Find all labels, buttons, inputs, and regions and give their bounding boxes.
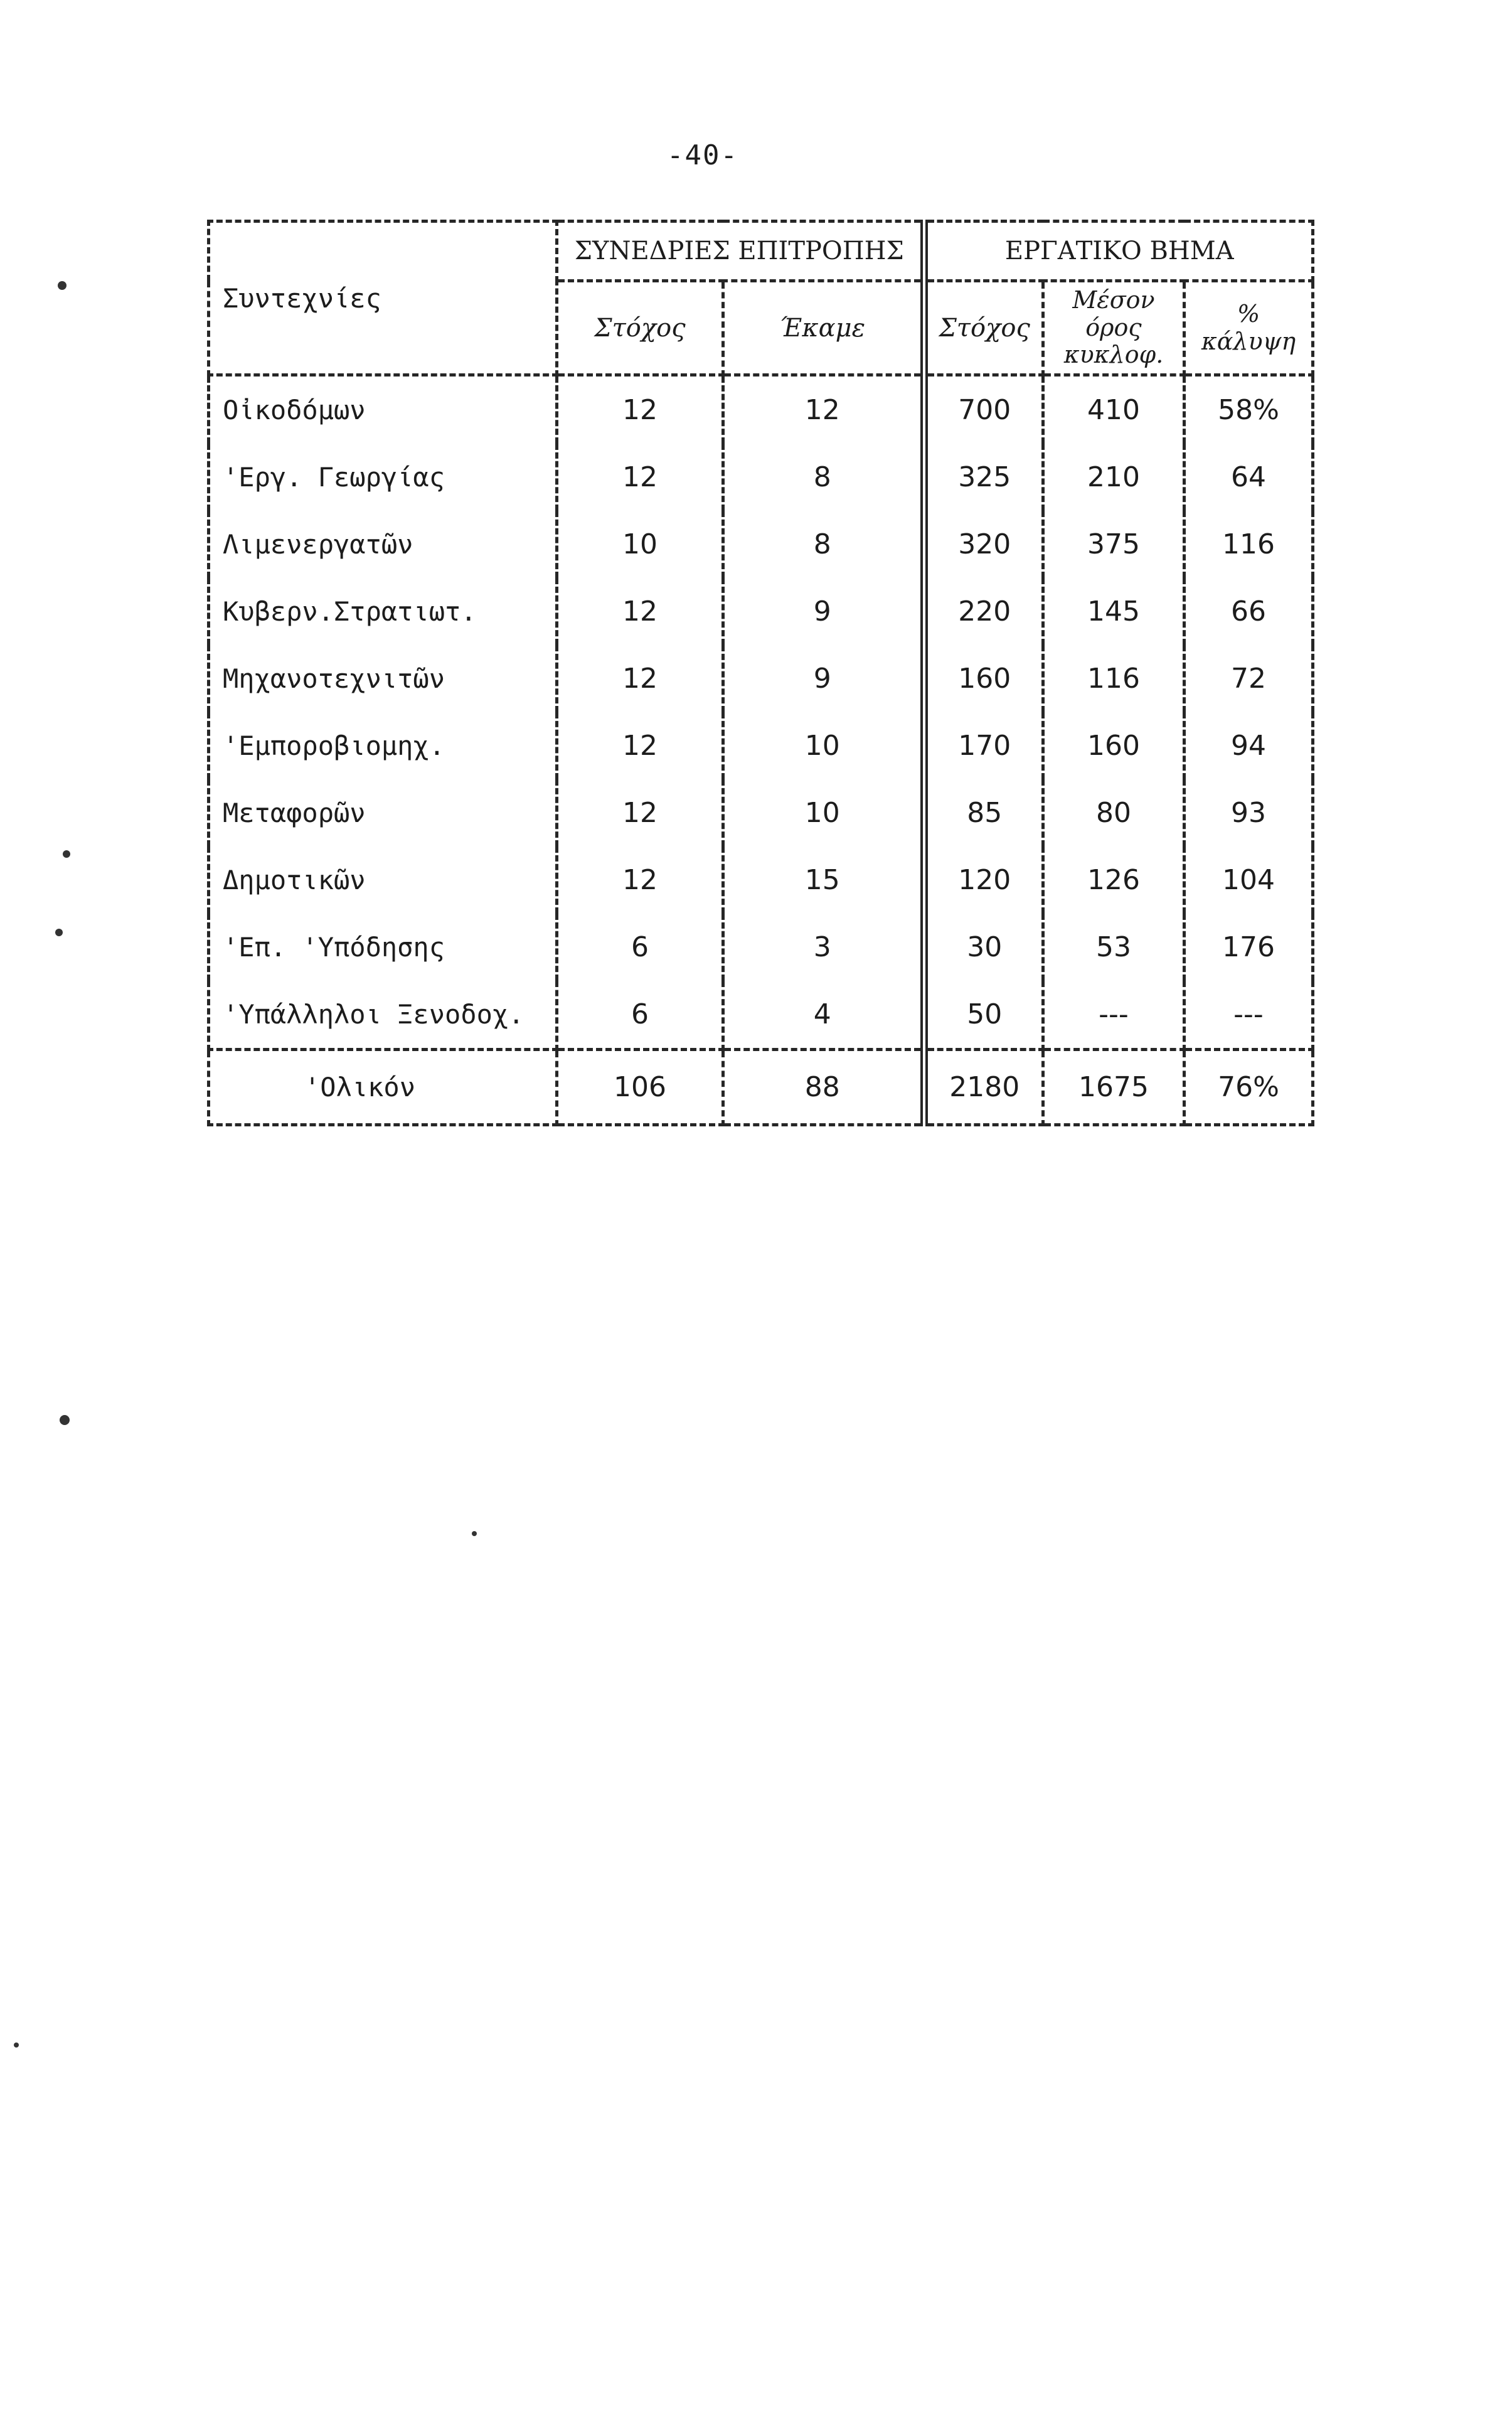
committee-done: 9 <box>723 578 924 645</box>
committee-done: 8 <box>723 444 924 511</box>
table-row <box>209 779 1313 846</box>
scan-speck <box>14 2043 19 2048</box>
tribune-target: 160 <box>924 645 1043 712</box>
committee-done: 10 <box>723 712 924 779</box>
scan-speck <box>60 1415 70 1425</box>
union-statistics-table <box>207 220 1314 1126</box>
column-header-tribune-target: Στόχος <box>924 281 1043 375</box>
coverage-percent: --- <box>1185 981 1313 1050</box>
average-circulation: --- <box>1043 981 1185 1050</box>
coverage-percent: 72 <box>1185 645 1313 712</box>
union-name: Οἰκοδόμων <box>209 375 557 444</box>
group-header-workers-tribune: ΕΡΓΑΤΙΚΟ ΒΗΜΑ <box>924 222 1313 281</box>
total-committee-target: 106 <box>557 1049 723 1124</box>
average-circulation: 410 <box>1043 375 1185 444</box>
column-header-target: Στόχος <box>557 281 723 375</box>
committee-target: 6 <box>557 981 723 1050</box>
union-name: 'Εργ. Γεωργίας <box>209 444 557 511</box>
column-header-unions: Συντεχνίες <box>209 222 557 375</box>
table-row <box>209 511 1313 578</box>
scan-speck <box>63 850 70 858</box>
table-row <box>209 914 1313 981</box>
coverage-percent: 104 <box>1185 846 1313 914</box>
tribune-target: 325 <box>924 444 1043 511</box>
union-name: 'Υπάλληλοι Ξενοδοχ. <box>209 981 557 1050</box>
committee-target: 12 <box>557 712 723 779</box>
committee-target: 12 <box>557 578 723 645</box>
tribune-target: 85 <box>924 779 1043 846</box>
committee-done: 9 <box>723 645 924 712</box>
total-average-circulation: 1675 <box>1043 1049 1185 1124</box>
group-header-committee-meetings: ΣΥΝΕΔΡΙΕΣ ΕΠΙΤΡΟΠΗΣ <box>557 222 924 281</box>
column-header-coverage: % κάλυψη <box>1185 281 1313 375</box>
union-name: Μηχανοτεχνιτῶν <box>209 645 557 712</box>
average-circulation: 53 <box>1043 914 1185 981</box>
scan-speck <box>58 281 67 290</box>
coverage-percent: 94 <box>1185 712 1313 779</box>
average-circulation: 116 <box>1043 645 1185 712</box>
column-header-average-circulation: Μέσον όρος κυκλοφ. <box>1043 281 1185 375</box>
coverage-percent: 64 <box>1185 444 1313 511</box>
coverage-percent: 93 <box>1185 779 1313 846</box>
page-number: -40- <box>667 139 738 171</box>
committee-target: 12 <box>557 846 723 914</box>
union-name: Δημοτικῶν <box>209 846 557 914</box>
committee-done: 10 <box>723 779 924 846</box>
committee-target: 12 <box>557 444 723 511</box>
committee-target: 12 <box>557 779 723 846</box>
union-name: 'Επ. 'Υπόδησης <box>209 914 557 981</box>
table-row <box>209 846 1313 914</box>
union-name: Μεταφορῶν <box>209 779 557 846</box>
total-label: 'Ολικόν <box>209 1049 557 1124</box>
committee-target: 6 <box>557 914 723 981</box>
average-circulation: 210 <box>1043 444 1185 511</box>
table-row <box>209 645 1313 712</box>
tribune-target: 700 <box>924 375 1043 444</box>
committee-done: 8 <box>723 511 924 578</box>
total-tribune-target: 2180 <box>924 1049 1043 1124</box>
union-name: 'Εμποροβιομηχ. <box>209 712 557 779</box>
total-committee-done: 88 <box>723 1049 924 1124</box>
union-statistics-table-wrapper <box>207 220 1311 1126</box>
tribune-target: 50 <box>924 981 1043 1050</box>
column-header-done: Έκαμε <box>723 281 924 375</box>
average-circulation: 375 <box>1043 511 1185 578</box>
average-circulation: 126 <box>1043 846 1185 914</box>
coverage-percent: 66 <box>1185 578 1313 645</box>
tribune-target: 220 <box>924 578 1043 645</box>
committee-target: 10 <box>557 511 723 578</box>
union-name: Λιμενεργατῶν <box>209 511 557 578</box>
tribune-target: 120 <box>924 846 1043 914</box>
scan-speck <box>472 1531 477 1536</box>
coverage-percent: 116 <box>1185 511 1313 578</box>
average-circulation: 160 <box>1043 712 1185 779</box>
coverage-percent: 176 <box>1185 914 1313 981</box>
average-circulation: 145 <box>1043 578 1185 645</box>
average-circulation: 80 <box>1043 779 1185 846</box>
scan-speck <box>55 929 63 936</box>
table-row <box>209 444 1313 511</box>
committee-target: 12 <box>557 645 723 712</box>
table-row <box>209 981 1313 1050</box>
tribune-target: 170 <box>924 712 1043 779</box>
union-name: Κυβερν.Στρατιωτ. <box>209 578 557 645</box>
total-coverage-percent: 76% <box>1185 1049 1313 1124</box>
table-row <box>209 712 1313 779</box>
committee-target: 12 <box>557 375 723 444</box>
table-row <box>209 375 1313 444</box>
tribune-target: 320 <box>924 511 1043 578</box>
committee-done: 15 <box>723 846 924 914</box>
committee-done: 12 <box>723 375 924 444</box>
coverage-percent: 58% <box>1185 375 1313 444</box>
committee-done: 4 <box>723 981 924 1050</box>
committee-done: 3 <box>723 914 924 981</box>
total-row <box>209 1049 1313 1124</box>
tribune-target: 30 <box>924 914 1043 981</box>
table-row <box>209 578 1313 645</box>
